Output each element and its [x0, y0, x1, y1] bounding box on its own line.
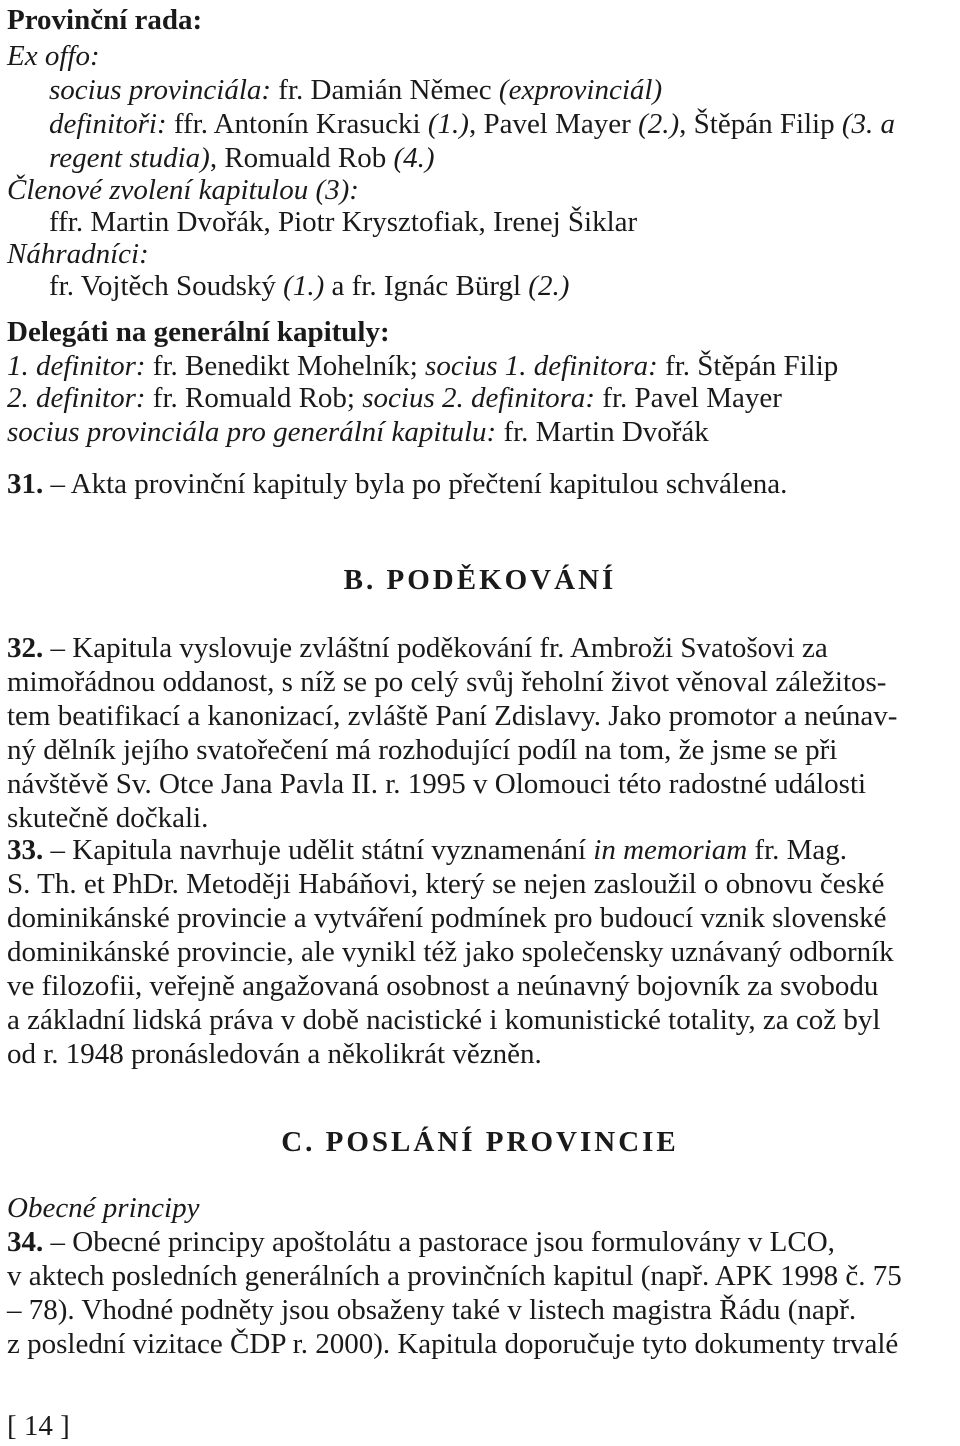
section-b-heading: B. PODĚKOVÁNÍ: [343, 564, 617, 596]
paragraph-33-line-1: 33. – Kapitula navrhuje udělit státní vyznamenání in memoriam fr. Mag.: [7, 834, 848, 866]
delegates-line-3: socius provinciála pro generální kapitulu: fr. Martin Dvořák: [7, 416, 709, 448]
definitors-line: definitoři: ffr. Antonín Krasucki (1.), Pavel Mayer (2.), Štěpán Filip (3. a: [49, 108, 896, 140]
paragraph-32-line-6: skutečně dočkali.: [7, 802, 209, 834]
delegates-line-1: 1. definitor: fr. Benedikt Mohelník; socius 1. definitora: fr. Štěpán Filip: [7, 350, 839, 382]
paragraph-32-line-5: návštěvě Sv. Otce Jana Pavla II. r. 1995 v Olomouci této radostné události: [7, 768, 867, 800]
paragraph-34-line-2: v aktech posledních generálních a provinčních kapitul (např. APK 1998 č. 75: [7, 1260, 902, 1292]
paragraph-33-line-3: dominikánské provincie a vytváření podmínek pro budoucí vznik slovenské: [7, 902, 887, 934]
paragraph-32-line-1: 32. – Kapitula vyslovuje zvláštní poděkování fr. Ambroži Svatošovi za: [7, 632, 828, 664]
elected-value: ffr. Martin Dvořák, Piotr Krysztofiak, Irenej Šiklar: [49, 206, 638, 238]
paragraph-34-line-3: – 78). Vhodné podněty jsou obsaženy také v listech magistra Řádu (např.: [7, 1294, 857, 1326]
paragraph-32-line-2: mimořádnou oddanost, s níž se po celý svůj řeholní život věnoval záležitos-: [7, 666, 887, 698]
substitutes-label: Náhradníci:: [7, 238, 149, 270]
paragraph-31: 31. – Akta provinční kapituly byla po přečtení kapitulou schválena.: [7, 468, 788, 500]
paragraph-34-line-4: z poslední vizitace ČDP r. 2000). Kapitula doporučuje tyto dokumenty trvalé: [7, 1328, 899, 1360]
page-number: [ 14 ]: [7, 1410, 70, 1442]
section-c-heading: C. POSLÁNÍ PROVINCIE: [281, 1126, 679, 1158]
paragraph-32-line-4: ný dělník jejího svatořečení má rozhodující podíl na tom, že jsme se při: [7, 734, 838, 766]
paragraph-34-line-1: 34. – Obecné principy apoštolátu a pastorace jsou formulovány v LCO,: [7, 1226, 835, 1258]
delegates-line-2: 2. definitor: fr. Romuald Rob; socius 2. definitora: fr. Pavel Mayer: [7, 382, 782, 414]
socius-line: socius provinciála: fr. Damián Němec (exprovinciál): [49, 74, 663, 106]
paragraph-33-line-6: a základní lidská práva v době nacistické i komunistické totality, za což byl: [7, 1004, 881, 1036]
elected-label: Členové zvolení kapitulou (3):: [7, 174, 359, 206]
paragraph-33-line-2: S. Th. et PhDr. Metoději Habáňovi, který se nejen zasloužil o obnovu české: [7, 868, 885, 900]
paragraph-33-line-5: ve filozofii, veřejně angažovaná osobnost a neúnavný bojovník za svobodu: [7, 970, 879, 1002]
paragraph-33-line-4: dominikánské provincie, ale vynikl též jako společensky uznávaný odborník: [7, 936, 894, 968]
substitutes-value: fr. Vojtěch Soudský (1.) a fr. Ignác Bürgl (2.): [49, 270, 570, 302]
definitors-line-cont: regent studia), Romuald Rob (4.): [49, 142, 435, 174]
delegates-heading: Delegáti na generální kapituly:: [7, 316, 390, 348]
council-heading: Provinční rada:: [7, 4, 203, 36]
ex-offo-label: Ex offo:: [7, 40, 100, 72]
paragraph-32-line-3: tem beatifikací a kanonizací, zvláště Paní Zdislavy. Jako promotor a neúnav-: [7, 700, 898, 732]
subheading-principles: Obecné principy: [7, 1192, 200, 1224]
paragraph-33-line-7: od r. 1948 pronásledován a několikrát vězněn.: [7, 1038, 542, 1070]
